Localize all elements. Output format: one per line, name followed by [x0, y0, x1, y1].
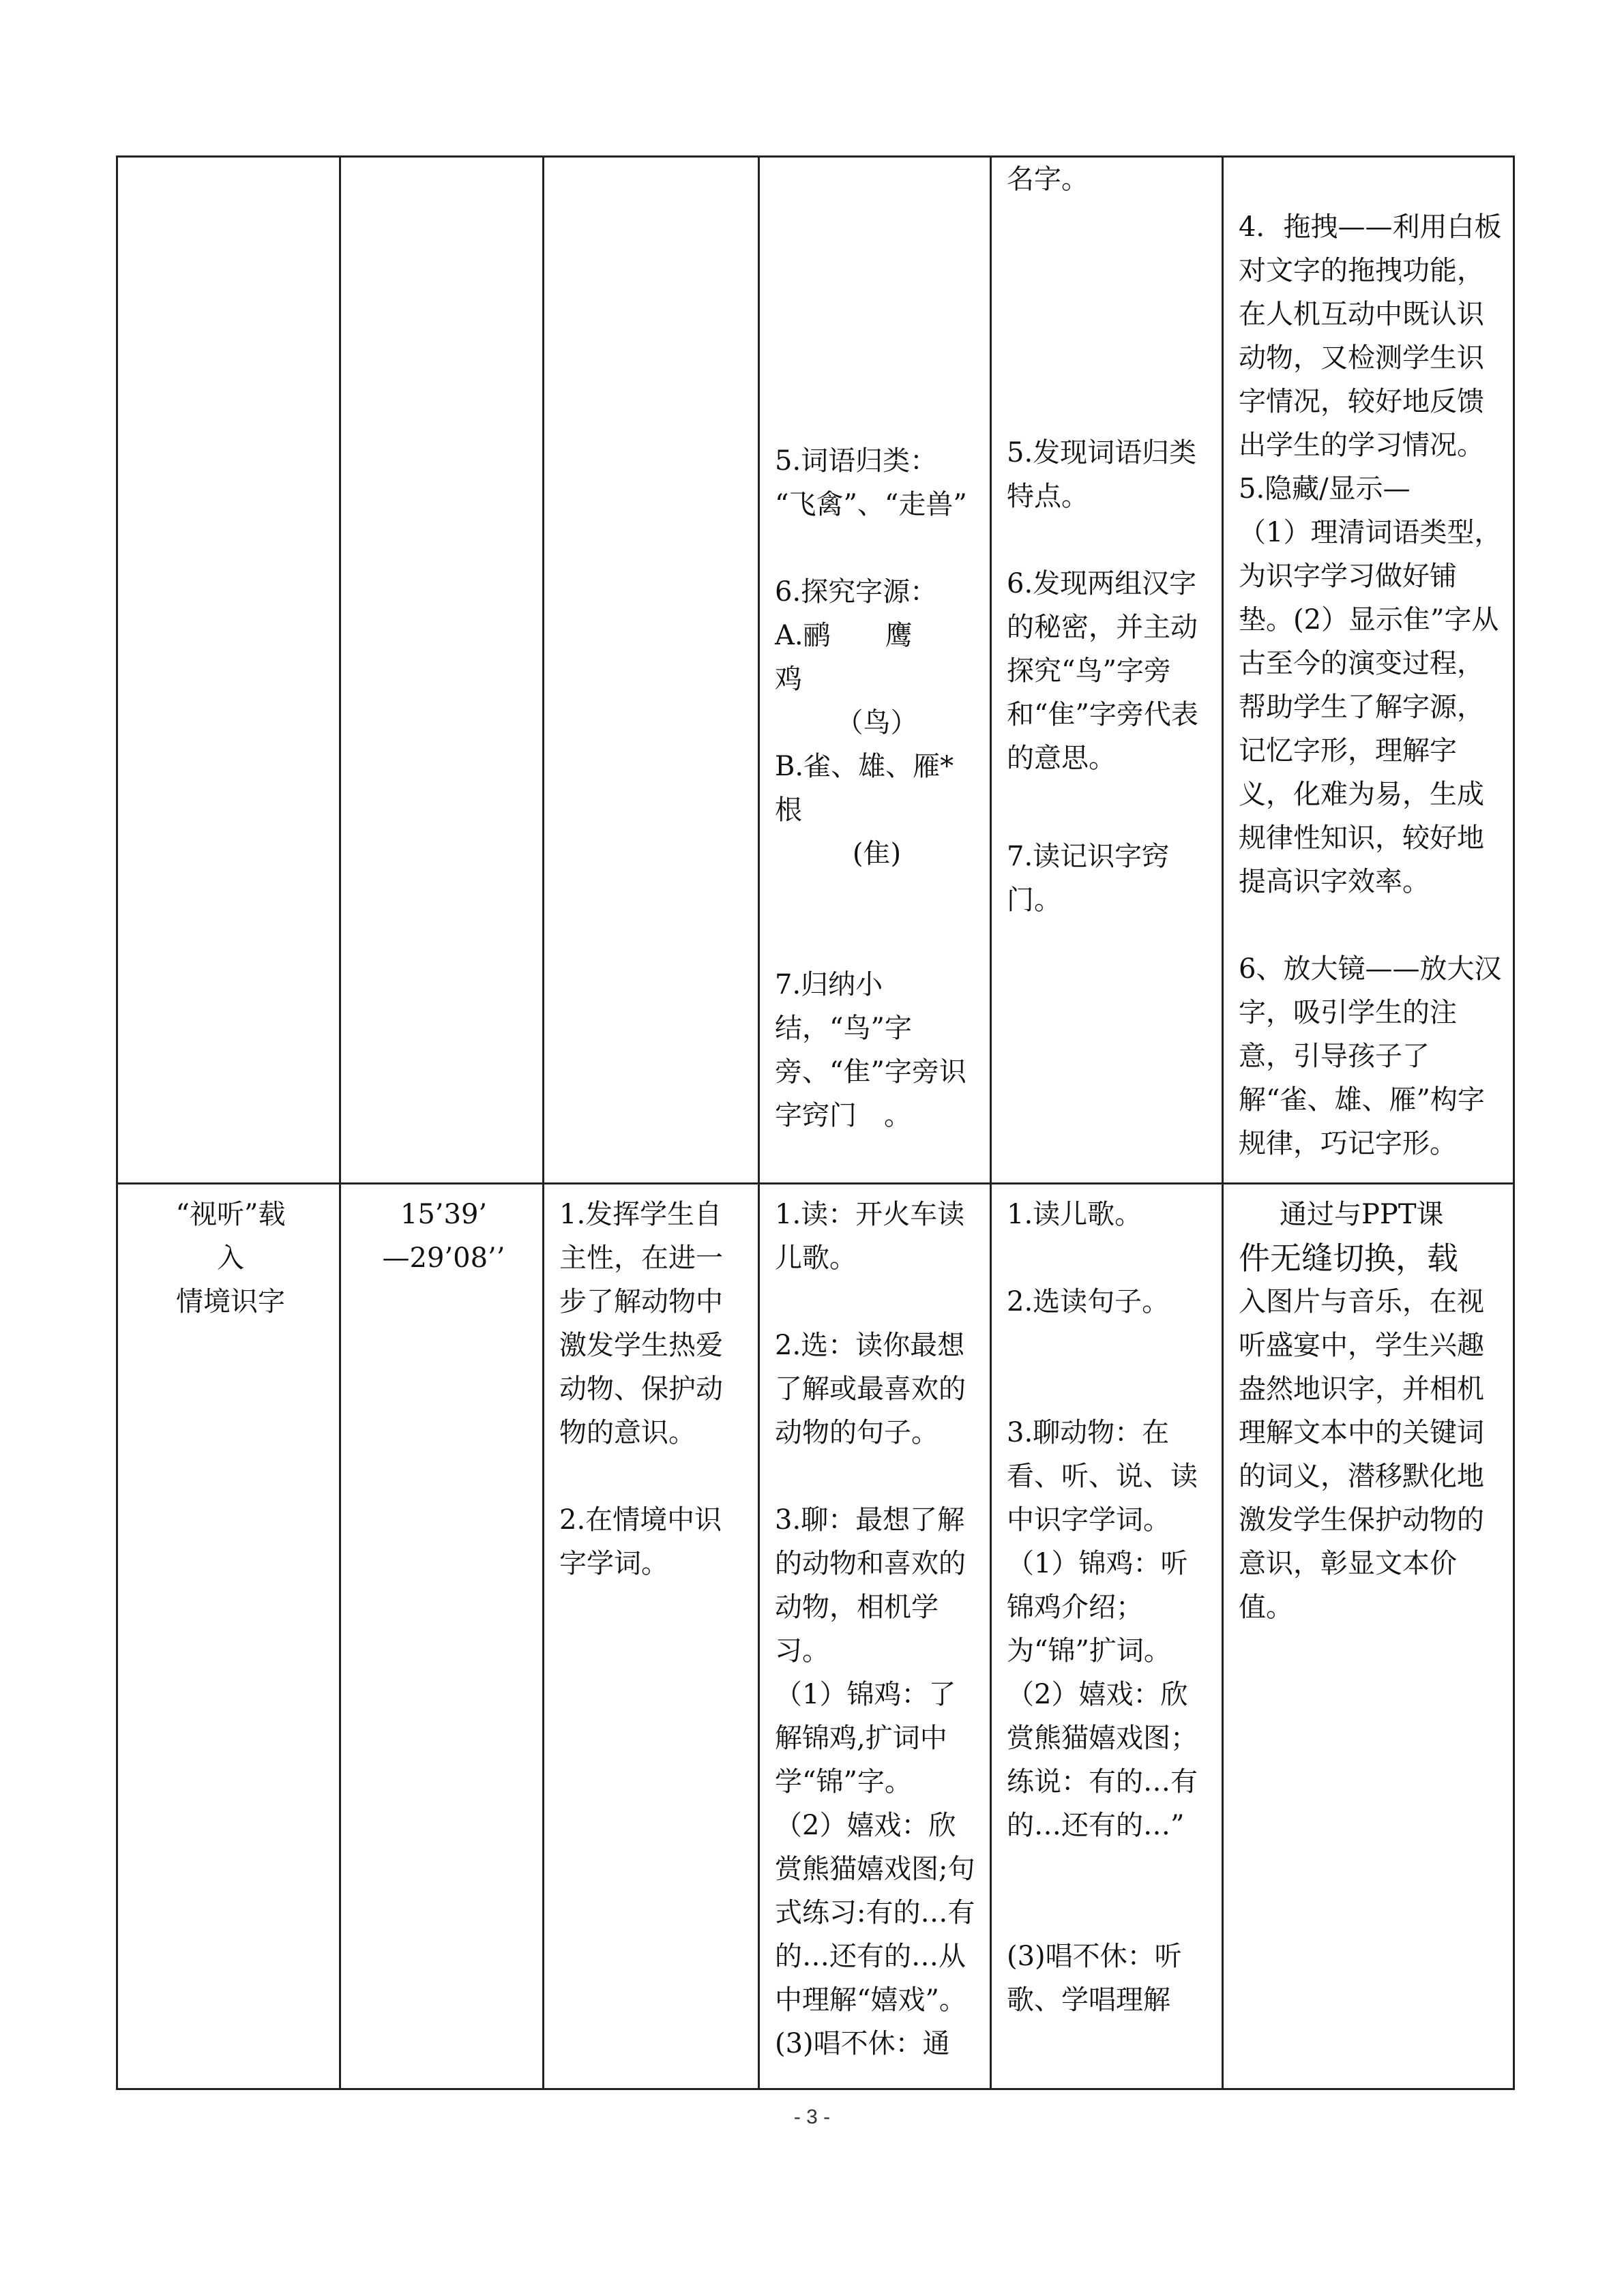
stage-line: 情境识字 [176, 1286, 285, 1317]
table-row [117, 1184, 1514, 2089]
magnifier-note: 6、放大镜——放大汉字，吸引学生的注意，引导孩子了解“雀、雄、雁”构字规律，巧记字形。 [1239, 953, 1502, 1159]
stage-line: “视听”载 [175, 1199, 286, 1230]
teacher-activity-cell [759, 157, 991, 1184]
student-step-2: 2.选读句子。 [1007, 1286, 1170, 1317]
goal-1: 1.发挥学生自主性，在进一步了解动物中激发学生热爱动物、保护动物的意识。 [559, 1199, 723, 1448]
note-body: 入图片与音乐，在视听盛宴中，学生兴趣盎然地识字，并相机理解文本中的关键词的词义，潜移默化地激发学生保护动物的意识，彰显文本价值。 [1239, 1286, 1484, 1623]
student-activity-cell [991, 1184, 1223, 2089]
origin-radical-b: (隹) [852, 838, 902, 869]
stage-cell [117, 157, 340, 1184]
goals-cell [544, 1184, 759, 2089]
student-step-3c: (3)唱不休：听歌、学唱理解 [1007, 1941, 1182, 2016]
student-step-3a: （1）锦鸡：听锦鸡介绍；为“锦”扩词。 [1007, 1548, 1188, 1667]
origin-group-b: B.雀、雄、雁*根 [775, 751, 954, 826]
origin-title: 6.探究字源： [775, 576, 938, 608]
teacher-activity-cell [759, 1184, 991, 2089]
hide-show-note: （1）理清词语类型，为识字学习做好铺垫。(2）显示隹”字从古至今的演变过程，帮助学生了解字源，记忆字形，理解字义，化难为易，生成规律性知识，较好地提高识字效率。 [1239, 517, 1502, 897]
teacher-step-3: 3.聊：最想了解的动物和喜欢的动物，相机学习。 [775, 1504, 966, 1667]
origin-group-a: A.鹂 鹰 鸡 [775, 620, 967, 695]
goal-2: 2.在情境中识字学词。 [559, 1504, 722, 1579]
teacher-step-3b: （2）嬉戏：欣赏熊猫嬉戏图;句式练习:有的…有的…还有的…从中理解“嬉戏”。 [775, 1810, 975, 2016]
media-note-cell [1223, 157, 1514, 1184]
hide-show-title: 5.隐藏/显示— [1239, 473, 1411, 505]
time-end: —29’08’’ [382, 1242, 505, 1274]
time-cell [340, 1184, 544, 2089]
teacher-step-3a: （1）锦鸡：了解锦鸡,扩词中学“锦”字。 [775, 1679, 956, 1798]
discover-secret: 6.发现两组汉字的秘密，并主动探究“鸟”字旁和“隹”字旁代表的意思。 [1007, 568, 1198, 774]
student-step-1: 1.读儿歌。 [1007, 1199, 1142, 1230]
note-line: 通过与PPT课 [1280, 1199, 1444, 1230]
continued-text: 名字。 [1007, 164, 1089, 195]
student-step-3: 3.聊动物：在看、听、说、读中识字学词。 [1007, 1417, 1198, 1536]
page-number: - 3 - [793, 2106, 831, 2128]
student-step-3b: （2）嬉戏：欣赏熊猫嬉戏图；练说：有的…有的…还有的…” [1007, 1679, 1198, 1841]
stage-line: 入 [217, 1242, 244, 1274]
origin-radical-a: （鸟） [836, 707, 918, 739]
teacher-step-3c: (3)唱不休：通 [775, 2028, 950, 2059]
classify-feature: 5.发现词语归类特点。 [1007, 437, 1197, 512]
teacher-step-2: 2.选：读你最想了解或最喜欢的动物的句子。 [775, 1330, 966, 1448]
classify-title: 5.词语归类： [775, 445, 938, 477]
lesson-plan-table [116, 155, 1515, 2090]
student-activity-cell [991, 157, 1223, 1184]
time-start: 15’39’ [400, 1199, 488, 1230]
classify-body: “飞禽”、“走兽” [775, 489, 967, 520]
note-line: 件无缝切换，载 [1239, 1240, 1458, 1277]
media-note-cell [1223, 1184, 1514, 2089]
goals-cell [544, 157, 759, 1184]
summary-text: 7.归纳小结，“鸟”字旁、“隹”字旁识字窍门 。 [775, 969, 966, 1131]
read-trick: 7.读记识字窍门。 [1007, 841, 1170, 916]
time-cell [340, 157, 544, 1184]
table-row [117, 157, 1514, 1184]
teacher-step-1: 1.读：开火车读儿歌。 [775, 1199, 965, 1274]
drag-note: 4．拖拽——利用白板对文字的拖拽功能，在人机互动中既认识动物，又检测学生识字情况，较好地反馈出学生的学习情况。 [1239, 211, 1502, 461]
stage-cell [117, 1184, 340, 2089]
